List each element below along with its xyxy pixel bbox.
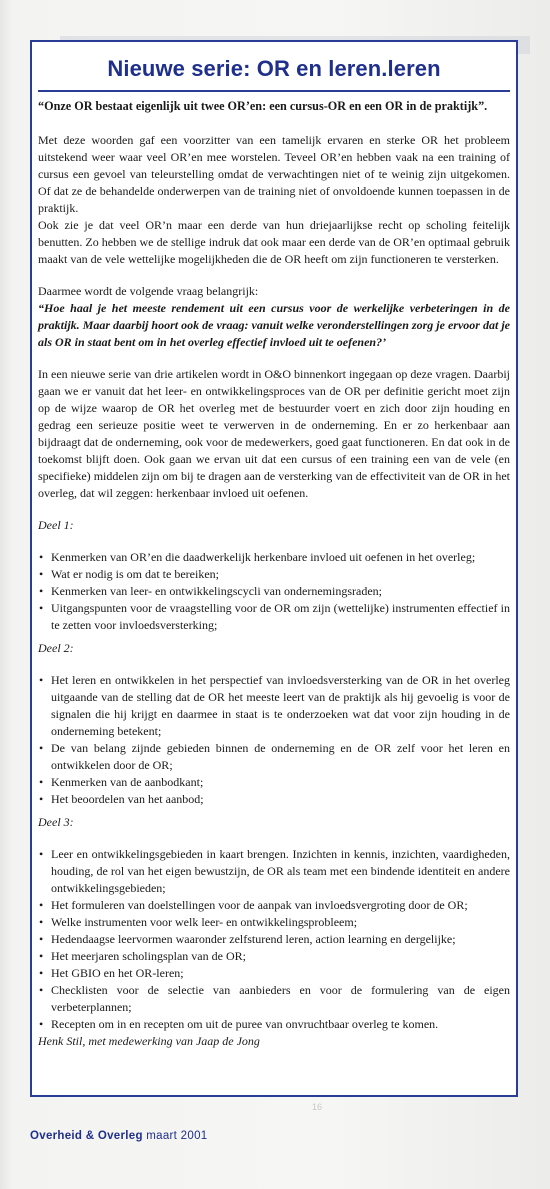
title-divider xyxy=(38,90,510,92)
list-item: • Checklisten voor de selectie van aanbieders en voor de formulering van de eigen verbeterplannen; xyxy=(38,982,510,1016)
list-item: • Hedendaagse leervormen waaronder zelfsturend leren, action learning en dergelijke; xyxy=(38,931,510,948)
list-item: • Uitgangspunten voor de vraagstelling voor de OR om zijn (wettelijke) instrumenten effectief in te zetten voor invloedsversterking; xyxy=(38,600,510,634)
list-item: • Het GBIO en het OR-leren; xyxy=(38,965,510,982)
article-body xyxy=(38,98,510,1065)
deel-1-list xyxy=(38,549,510,634)
article-frame xyxy=(30,40,518,1097)
list-item: • Kenmerken van OR’en die daadwerkelijk herkenbare invloed uit oefenen in het overleg; xyxy=(38,549,510,566)
deel-3-list xyxy=(38,846,510,1033)
list-item: • De van belang zijnde gebieden binnen de onderneming en de OR zelf voor het leren en ontwikkelen door de OR; xyxy=(38,740,510,774)
list-item: • Het formuleren van doelstellingen voor de aanpak van invloedsvergroting door de OR; xyxy=(38,897,510,914)
publication-date: maart 2001 xyxy=(146,1130,208,1142)
list-item: • Het beoordelen van het aanbod; xyxy=(38,791,510,808)
list-item: • Het meerjaren scholingsplan van de OR; xyxy=(38,948,510,965)
paragraph-2: Ook zie je dat veel OR’n maar een derde van hun driejaarlijkse recht op scholing feitelijk benutten. Zo hebben we de stellige indruk dat ook maar een derde van de OR’en optimaal gebruik maakt van de vele wettelijke mogelijkheden die de OR heeft om zijn functioneren te versterken. xyxy=(38,218,510,266)
list-item: • Kenmerken van de aanbodkant; xyxy=(38,774,510,791)
author-credit: Henk Stil, met medewerking van Jaap de Jong xyxy=(38,1034,260,1048)
opening-quote: “Onze OR bestaat eigenlijk uit twee OR’en: een cursus-OR en een OR in de praktijk”. xyxy=(38,99,488,113)
page-number: 16 xyxy=(312,1102,323,1112)
list-item: • Leer en ontwikkelingsgebieden in kaart brengen. Inzichten in kennis, inzichten, vaardigheden, houding, de rol van het eigen bewustzijn, de OR als team met een bindende identiteit en andere ontwikkelingsgebieden; xyxy=(38,846,510,897)
deel-1-label: Deel 1: xyxy=(38,518,74,532)
list-item: • Wat er nodig is om dat te bereiken; xyxy=(38,566,510,583)
paragraph-1: Met deze woorden gaf een voorzitter van een tamelijk ervaren en sterke OR het probleem uitstekend weer waar veel OR’en mee worstelen. Teveel OR’en hebben vaak na een training of cursus een gevoel van teleurstelling omdat de verwachtingen niet of te weinig zijn uitgekomen. Of dat ze de behandelde onderwerpen van de training niet of onvoldoende kunnen toepassen in de praktijk. xyxy=(38,133,510,215)
paragraph-3: In een nieuwe serie van drie artikelen wordt in O&O binnenkort ingegaan op deze vragen. Daarbij gaan we er vanuit dat het leer- en ontwikkelingsproces van de OR per definitie gericht moet zijn op de wijze waarop de OR het overleg met de bestuurder voert en zich door zijn houding en gedrag een serieuze positie weet te verwerven in de onderneming. En er zo herkenbaar aan bijdraagt dat de onderneming, ook voor de medewerkers, goed gaat functioneren. En dat ook in de toekomst blijft doen. Ook gaan we ervan uit dat een cursus of een training een van de vele (en specifieke) middelen zijn om bij te dragen aan de versterking van de effectiviteit van de OR in het overleg, dat wil zeggen: herkenbaar invloed uit oefenen. xyxy=(38,367,510,500)
list-item: • Het leren en ontwikkelen in het perspectief van invloedsversterking van de OR in het overleg uitgaande van de stelling dat de OR het meeste leert van de praktijk als hij gevoelig is voor de signalen die hij krijgt en daarmee in staat is te onderzoeken wat dat voor zijn houding in de onderneming betekent; xyxy=(38,672,510,740)
question-intro: Daarmee wordt de volgende vraag belangrijk: xyxy=(38,284,259,298)
article-title: Nieuwe serie: OR en leren.leren xyxy=(107,56,441,81)
deel-3-label: Deel 3: xyxy=(38,815,74,829)
publication-name: Overheid & Overleg xyxy=(30,1130,143,1142)
list-item: • Recepten om in en recepten om uit de puree van onvruchtbaar overleg te komen. xyxy=(38,1016,510,1033)
deel-2-list xyxy=(38,672,510,808)
list-item: • Kenmerken van leer- en ontwikkelingscycli van ondernemingsraden; xyxy=(38,583,510,600)
deel-2-label: Deel 2: xyxy=(38,641,74,655)
list-item: • Welke instrumenten voor welk leer- en ontwikkelingsprobleem; xyxy=(38,914,510,931)
page-footer xyxy=(30,1130,207,1142)
central-question: “Hoe haal je het meeste rendement uit een cursus voor de werkelijke verbeteringen in de praktijk. Maar daarbij hoort ook de vraag: vanuit welke veronderstellingen zorg je ervoor dat je als OR in staat bent om in het overleg effectief invloed uit te oefenen?’ xyxy=(38,301,510,349)
